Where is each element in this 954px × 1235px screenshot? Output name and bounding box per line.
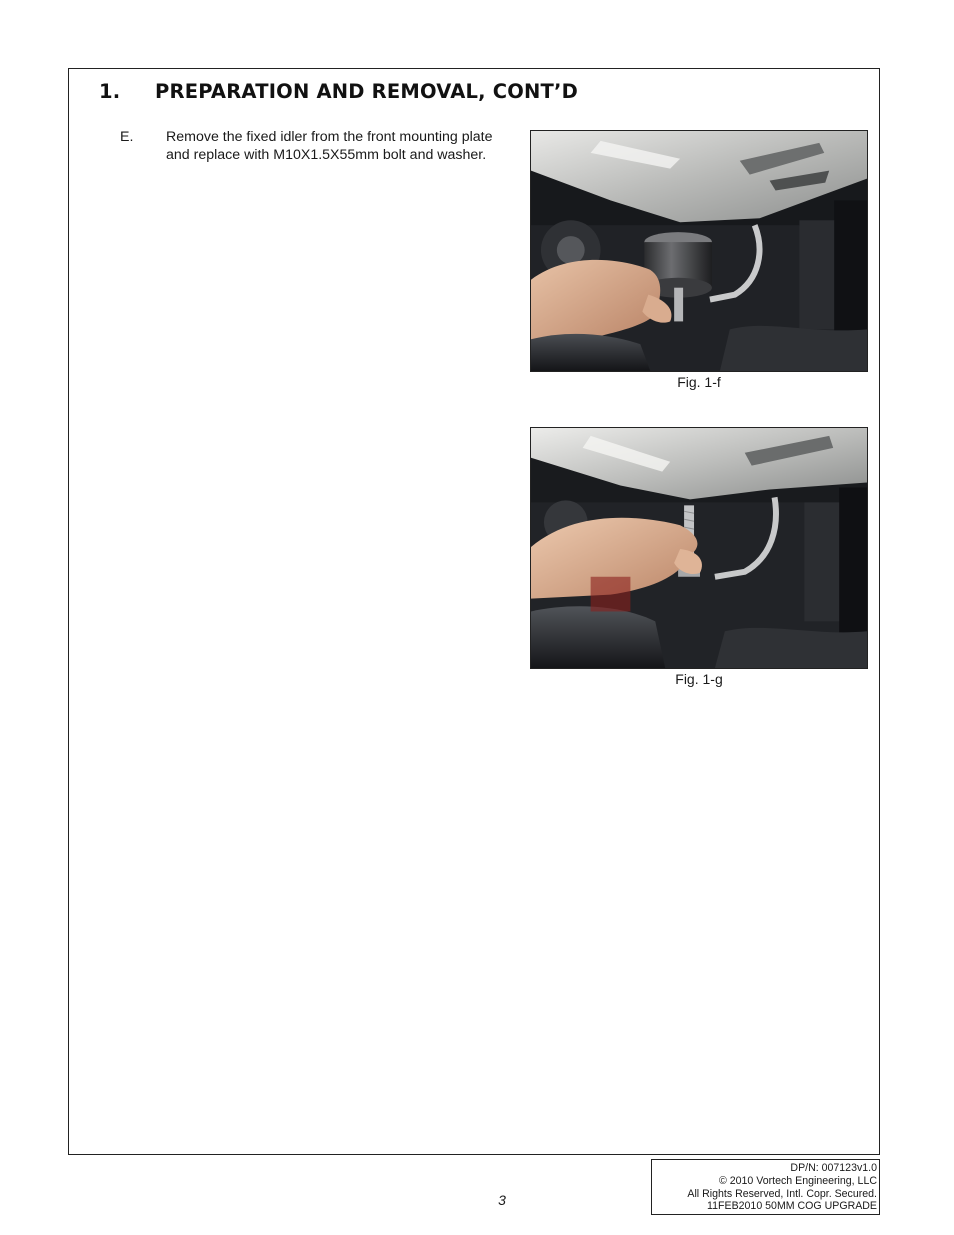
idler-removal-photo <box>531 131 867 371</box>
doc-revision: 11FEB2010 50MM COG UPGRADE <box>707 1200 877 1213</box>
figure-1g-photo <box>530 427 868 669</box>
step-text: Remove the fixed idler from the front mounting plate and replace with M10X1.5X55mm bolt and washer. <box>166 129 493 163</box>
instruction-step <box>120 128 510 164</box>
section-title: PREPARATION AND REMOVAL, CONT’D <box>155 80 579 103</box>
figure-1f-photo <box>530 130 868 372</box>
doc-part-number: DP/N: 007123v1.0 <box>790 1162 877 1174</box>
section-heading <box>99 80 578 103</box>
figure-1f-caption: Fig. 1-f <box>677 374 721 390</box>
figure-1g-caption: Fig. 1-g <box>675 671 723 687</box>
document-info-box <box>651 1159 880 1215</box>
step-letter: E. <box>120 129 134 145</box>
section-number: 1. <box>99 80 121 103</box>
page-number: 3 <box>498 1192 506 1208</box>
doc-rights: All Rights Reserved, Intl. Copr. Secured. <box>687 1187 877 1200</box>
doc-copyright: © 2010 Vortech Engineering, LLC <box>719 1174 877 1187</box>
bolt-install-photo <box>531 428 867 668</box>
